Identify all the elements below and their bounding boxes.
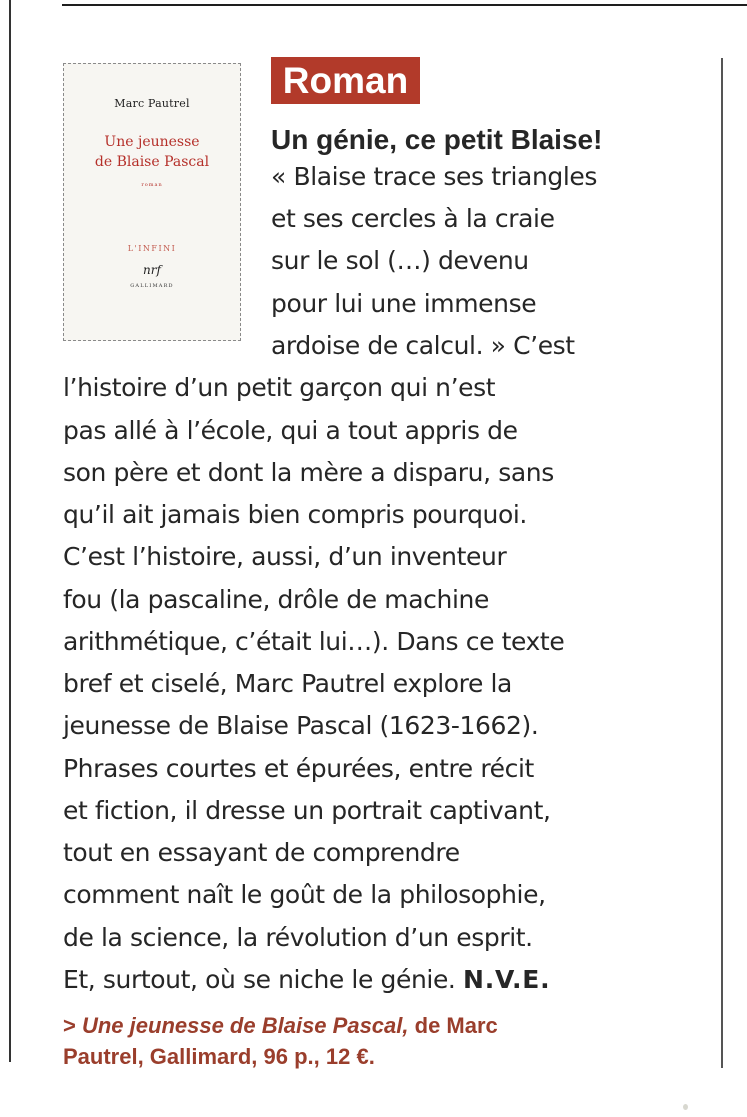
body-line: arithmétique, c’était lui…). Dans ce texte bbox=[63, 627, 565, 656]
body-line: bref et ciselé, Marc Pautrel explore la bbox=[63, 669, 512, 698]
cover-publisher: GALLIMARD bbox=[130, 283, 174, 289]
cover-title bbox=[64, 132, 240, 172]
credit-marker: > bbox=[63, 1013, 76, 1038]
cover-title-line-1: Une jeunesse bbox=[104, 134, 200, 150]
body-line: tout en essayant de comprendre bbox=[63, 838, 460, 867]
book-cover bbox=[63, 63, 241, 341]
body-line: qu’il ait jamais bien compris pourquoi. bbox=[63, 500, 527, 529]
body-line: comment naît le goût de la philosophie, bbox=[63, 880, 546, 909]
body-line: pas allé à l’école, qui a tout appris de bbox=[63, 416, 518, 445]
publisher-logo: nrf bbox=[143, 263, 161, 277]
scan-speck bbox=[683, 1104, 688, 1110]
body-line: C’est l’histoire, aussi, d’un inventeur bbox=[63, 542, 507, 571]
body-line: et ses cercles à la craie bbox=[271, 204, 555, 233]
body-line: l’histoire d’un petit garçon qui n’est bbox=[63, 373, 496, 402]
cover-title-line-2: de Blaise Pascal bbox=[94, 154, 210, 170]
credit-book-title: Une jeunesse de Blaise Pascal, bbox=[81, 1013, 409, 1038]
credit-line-1 bbox=[63, 1012, 498, 1040]
body-line: de la science, la révolution d’un esprit. bbox=[63, 923, 533, 952]
cover-author: Marc Pautrel bbox=[114, 97, 190, 110]
body-line: Phrases courtes et épurées, entre récit bbox=[63, 754, 534, 783]
body-line-text: Et, surtout, où se niche le génie. bbox=[63, 965, 456, 994]
body-line: et fiction, il dresse un portrait captivant, bbox=[63, 796, 551, 825]
right-column-rule bbox=[721, 58, 723, 1068]
body-line: fou (la pascaline, drôle de machine bbox=[63, 585, 489, 614]
body-line: jeunesse de Blaise Pascal (1623-1662). bbox=[63, 711, 539, 740]
body-line: ardoise de calcul. » C’est bbox=[271, 331, 575, 360]
body-line: « Blaise trace ses triangles bbox=[271, 162, 598, 191]
credit-line-2: Pautrel, Gallimard, 96 p., 12 €. bbox=[63, 1044, 375, 1069]
left-column-rule bbox=[9, 0, 11, 1062]
body-line: pour lui une immense bbox=[271, 289, 537, 318]
article-headline: Un génie, ce petit Blaise! bbox=[271, 124, 603, 155]
cover-collection: L'INFINI bbox=[127, 244, 177, 253]
cover-genre: roman bbox=[141, 182, 163, 188]
top-rule bbox=[62, 4, 747, 6]
body-line: sur le sol (…) devenu bbox=[271, 246, 529, 275]
credit-line-1-rest: de Marc bbox=[414, 1013, 498, 1038]
section-tag: Roman bbox=[271, 57, 420, 104]
body-line-last bbox=[63, 965, 550, 995]
author-signature: N.V.E. bbox=[463, 965, 551, 994]
body-line: son père et dont la mère a disparu, sans bbox=[63, 458, 554, 487]
